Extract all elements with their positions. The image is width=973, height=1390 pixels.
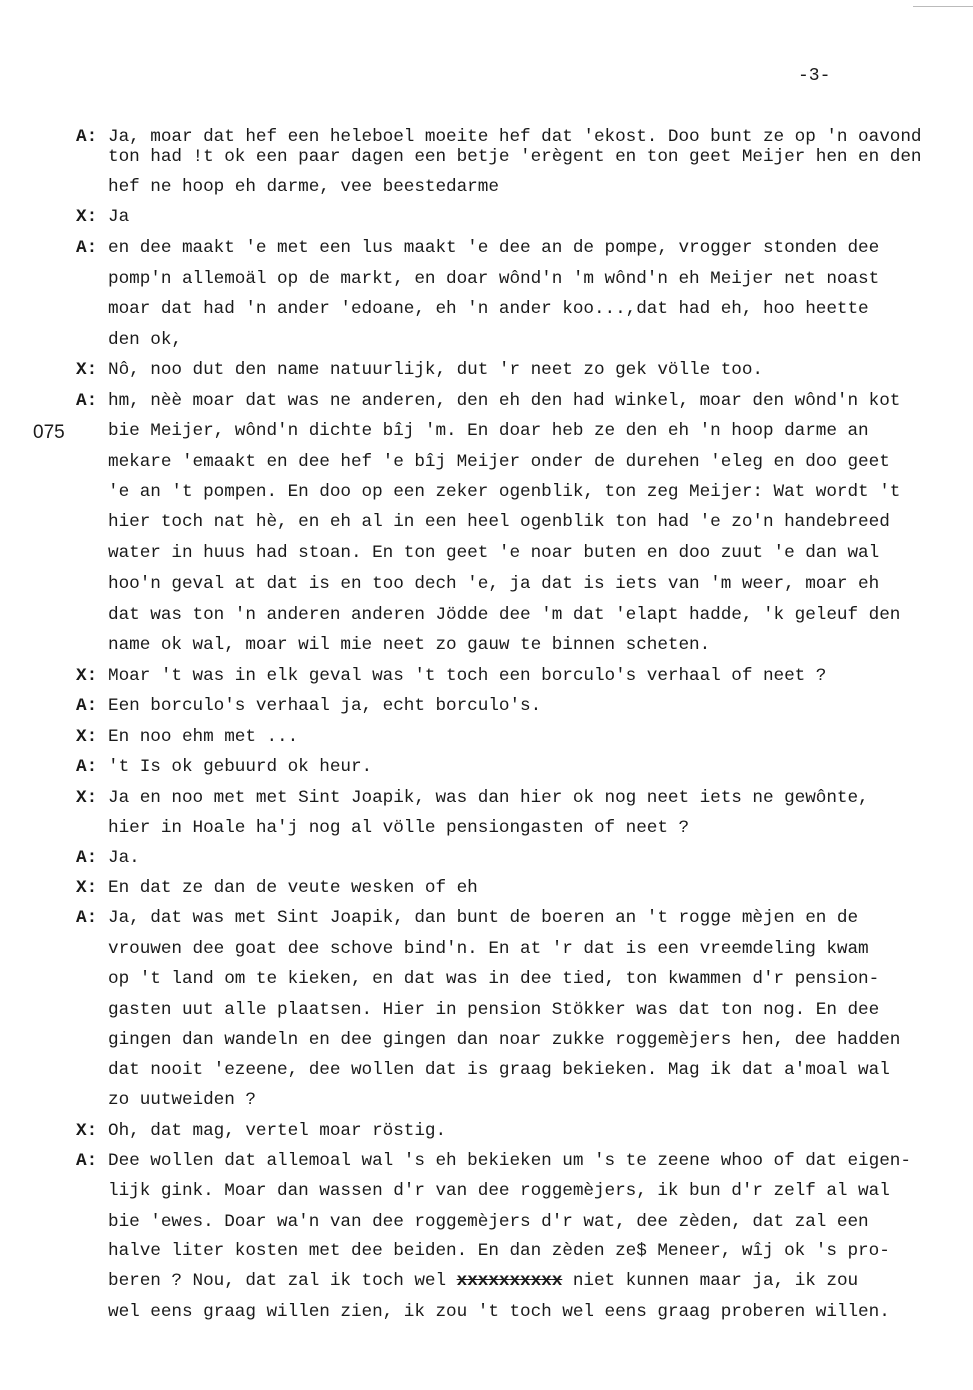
speaker-label: A: xyxy=(76,757,98,777)
page-number: -3- xyxy=(798,66,831,86)
transcript-line: 't Is ok gebuurd ok heur. xyxy=(108,757,373,777)
transcript-line: Ja en noo met met Sint Joapik, was dan hier ok nog neet iets ne gewônte, xyxy=(108,788,869,808)
transcript-line: en dee maakt 'e met een lus maakt 'e dee an de pompe, vrogger stonden dee xyxy=(108,238,880,258)
speaker-label: X: xyxy=(76,207,98,227)
speaker-label: A: xyxy=(76,1151,98,1171)
transcript-line: den ok, xyxy=(108,330,182,350)
transcript-line: op 't land om te kieken, en dat was in dee tied, ton kwammen d'r pension- xyxy=(108,969,880,989)
transcript-line: hm, nèè moar dat was ne anderen, den eh den had winkel, moar den wônd'n kot xyxy=(108,391,901,411)
speaker-label: X: xyxy=(76,1121,98,1141)
transcript-line: hier in Hoale ha'j nog al völle pensiongasten of neet ? xyxy=(108,818,690,838)
page-edge-line xyxy=(913,6,973,7)
speaker-label: X: xyxy=(76,878,98,898)
margin-note: 075 xyxy=(33,422,65,443)
speaker-label: A: xyxy=(76,391,98,411)
speaker-label: X: xyxy=(76,666,98,686)
transcript-line: En dat ze dan de veute wesken of eh xyxy=(108,878,478,898)
transcript-line: Moar 't was in elk geval was 't toch een borculo's verhaal of neet ? xyxy=(108,666,827,686)
transcript-line: 'e an 't pompen. En doo op een zeker ogenblik, ton zeg Meijer: Wat wordt 't xyxy=(108,482,901,502)
speaker-label: A: xyxy=(76,238,98,258)
transcript-line: zo uutweiden ? xyxy=(108,1090,256,1110)
transcript-line: Ja, moar dat hef een heleboel moeite hef dat 'ekost. Doo bunt ze op 'n oavond xyxy=(108,127,922,147)
transcript-line: mekare 'emaakt en dee hef 'e bîj Meijer onder de durehen 'eleg en doo geet xyxy=(108,452,890,472)
speaker-label: A: xyxy=(76,696,98,716)
transcript-line: Een borculo's verhaal ja, echt borculo's. xyxy=(108,696,542,716)
transcript-line: Ja xyxy=(108,207,130,227)
transcript-line: lijk gink. Moar dan wassen d'r van dee roggemèjers, ik bun d'r zelf al wal xyxy=(108,1181,890,1201)
transcript-line: dat was ton 'n anderen anderen Jödde dee 'm dat 'elapt hadde, 'k geleuf den xyxy=(108,605,901,625)
transcript-line: bie 'ewes. Doar wa'n van dee roggemèjers d'r wat, dee zèden, dat zal een xyxy=(108,1212,869,1232)
transcript-line: Nô, noo dut den name natuurlijk, dut 'r neet zo gek völle too. xyxy=(108,360,763,380)
transcript-line: Ja, dat was met Sint Joapik, dan bunt de boeren an 't rogge mèjen en de xyxy=(108,908,859,928)
transcript-line: hier toch nat hè, en eh al in een heel ogenblik ton had 'e zo'n handebreed xyxy=(108,512,890,532)
transcript-line: bie Meijer, wônd'n dichte bîj 'm. En doar heb ze den eh 'n hoop darme an xyxy=(108,421,869,441)
transcript-line: Oh, dat mag, vertel moar röstig. xyxy=(108,1121,447,1141)
speaker-label: X: xyxy=(76,727,98,747)
transcript-line: pomp'n allemoäl op de markt, en doar wônd'n 'm wônd'n eh Meijer net noast xyxy=(108,269,880,289)
speaker-label: X: xyxy=(76,788,98,808)
transcript-line: Dee wollen dat allemoal wal 's eh bekieken um 's te zeene whoo of dat eigen- xyxy=(108,1151,911,1171)
transcript-line: gasten uut alle plaatsen. Hier in pension Stökker was dat ton nog. En dee xyxy=(108,1000,880,1020)
transcript-line: halve liter kosten met dee beiden. En dan zèden ze$ Meneer, wîj ok 's pro- xyxy=(108,1241,890,1261)
transcript-line: ton had !t ok een paar dagen een betje 'erègent en ton geet Meijer hen en den xyxy=(108,147,922,167)
transcript-line: En noo ehm met ... xyxy=(108,727,299,747)
transcript-line: beren ? Nou, dat zal ik toch wel xxxxxxxxxx niet kunnen maar ja, ik zou xyxy=(108,1271,859,1291)
transcript-line: water in huus had stoan. En ton geet 'e noar buten en doo zuut 'e dan wal xyxy=(108,543,880,563)
transcript-line: dat nooit 'ezeene, dee wollen dat is graag bekieken. Mag ik dat a'moal wal xyxy=(108,1060,890,1080)
transcript-line: hef ne hoop eh darme, vee beestedarme xyxy=(108,177,499,197)
transcript-line: vrouwen dee goat dee schove bind'n. En at 'r dat is een vreemdeling kwam xyxy=(108,939,869,959)
transcript-line: moar dat had 'n ander 'edoane, eh 'n ander koo...,dat had eh, hoo heette xyxy=(108,299,869,319)
transcript-line: hoo'n geval at dat is en too dech 'e, ja dat is iets van 'm weer, moar eh xyxy=(108,574,880,594)
transcript-line: name ok wal, moar wil mie neet zo gauw te binnen scheten. xyxy=(108,635,711,655)
speaker-label: X: xyxy=(76,360,98,380)
speaker-label: A: xyxy=(76,127,98,147)
speaker-label: A: xyxy=(76,848,98,868)
transcript-line: gingen dan wandeln en dee gingen dan noar zukke roggemèjers hen, dee hadden xyxy=(108,1030,901,1050)
speaker-label: A: xyxy=(76,908,98,928)
transcript-line: wel eens graag willen zien, ik zou 't toch wel eens graag proberen willen. xyxy=(108,1302,890,1322)
transcript-line: Ja. xyxy=(108,848,140,868)
